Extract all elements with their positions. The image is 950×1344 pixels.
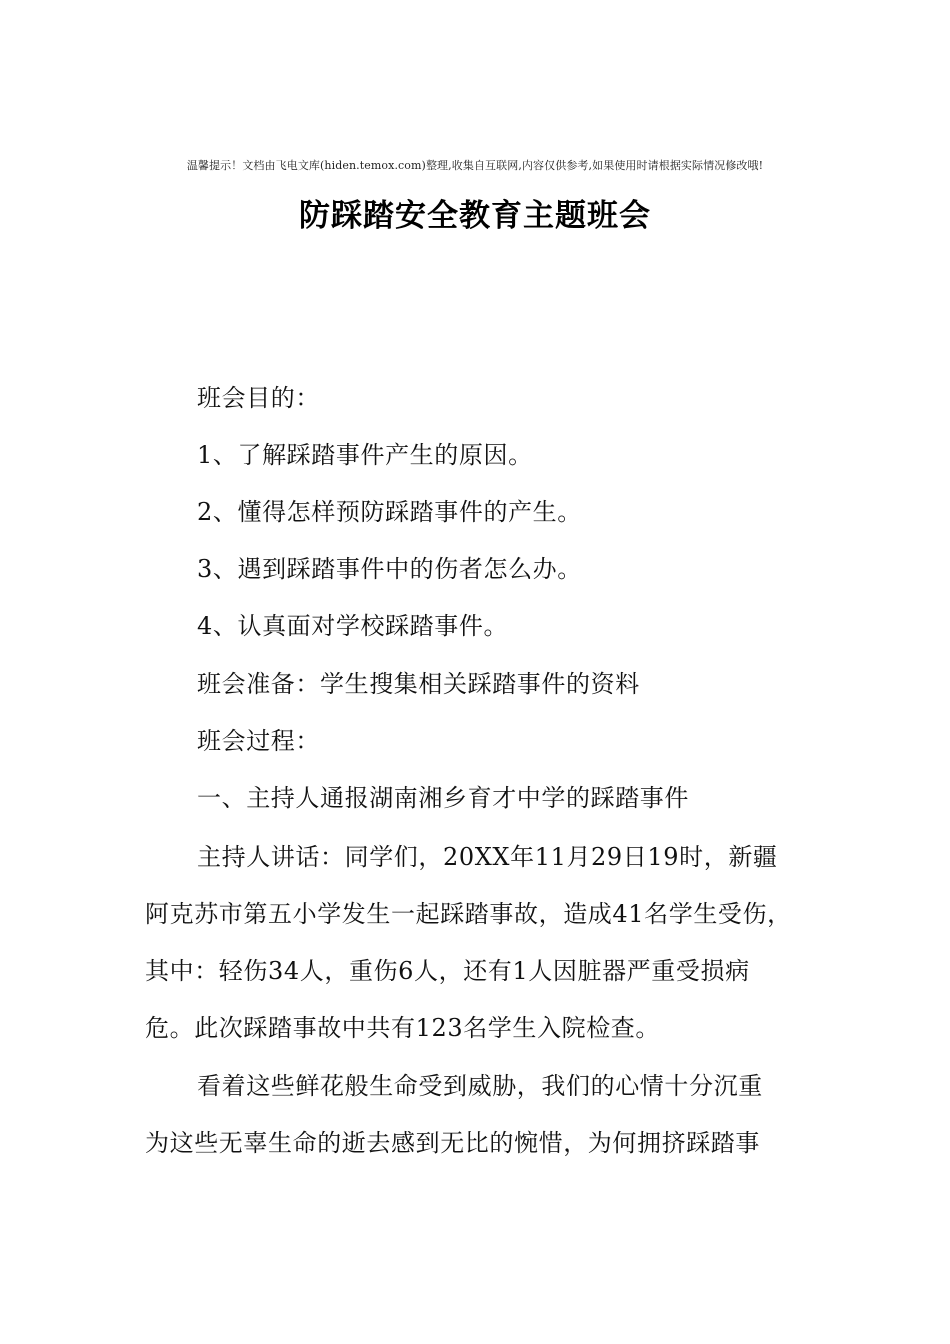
paragraph-line: 阿克苏市第五小学发生一起踩踏事故，造成41名学生受伤， (145, 900, 792, 928)
paragraph-line: 主持人讲话：同学们，20XX年11月29日19时，新疆 (197, 843, 778, 871)
goal-item-3: 3、遇到踩踏事件中的伤者怎么办。 (197, 555, 582, 583)
paragraph-line: 看着这些鲜花般生命受到威胁，我们的心情十分沉重 (197, 1072, 763, 1100)
process-step-1-heading: 一、主持人通报湖南湘乡育才中学的踩踏事件 (197, 784, 689, 812)
goal-item-4: 4、认真面对学校踩踏事件。 (197, 612, 509, 640)
section-heading-process: 班会过程： (197, 727, 320, 755)
goal-item-1: 1、了解踩踏事件产生的原因。 (197, 441, 533, 469)
paragraph-line: 其中：轻伤34人，重伤6人，还有1人因脏器严重受损病 (145, 957, 750, 985)
section-heading-goals: 班会目的： (197, 384, 320, 412)
header-notice: 温馨提示！文档由飞电文库(hiden.temox.com)整理,收集自互联网,内容仅供参考,如果使用时请根据实际情况修改哦! (186, 159, 764, 172)
preparation-line: 班会准备：学生搜集相关踩踏事件的资料 (197, 670, 640, 698)
document-title: 防踩踏安全教育主题班会 (299, 198, 651, 234)
paragraph-line: 危。此次踩踏事故中共有123名学生入院检查。 (145, 1014, 661, 1042)
paragraph-line: 为这些无辜生命的逝去感到无比的惋惜，为何拥挤踩踏事 (145, 1129, 760, 1157)
goal-item-2: 2、懂得怎样预防踩踏事件的产生。 (197, 498, 582, 526)
